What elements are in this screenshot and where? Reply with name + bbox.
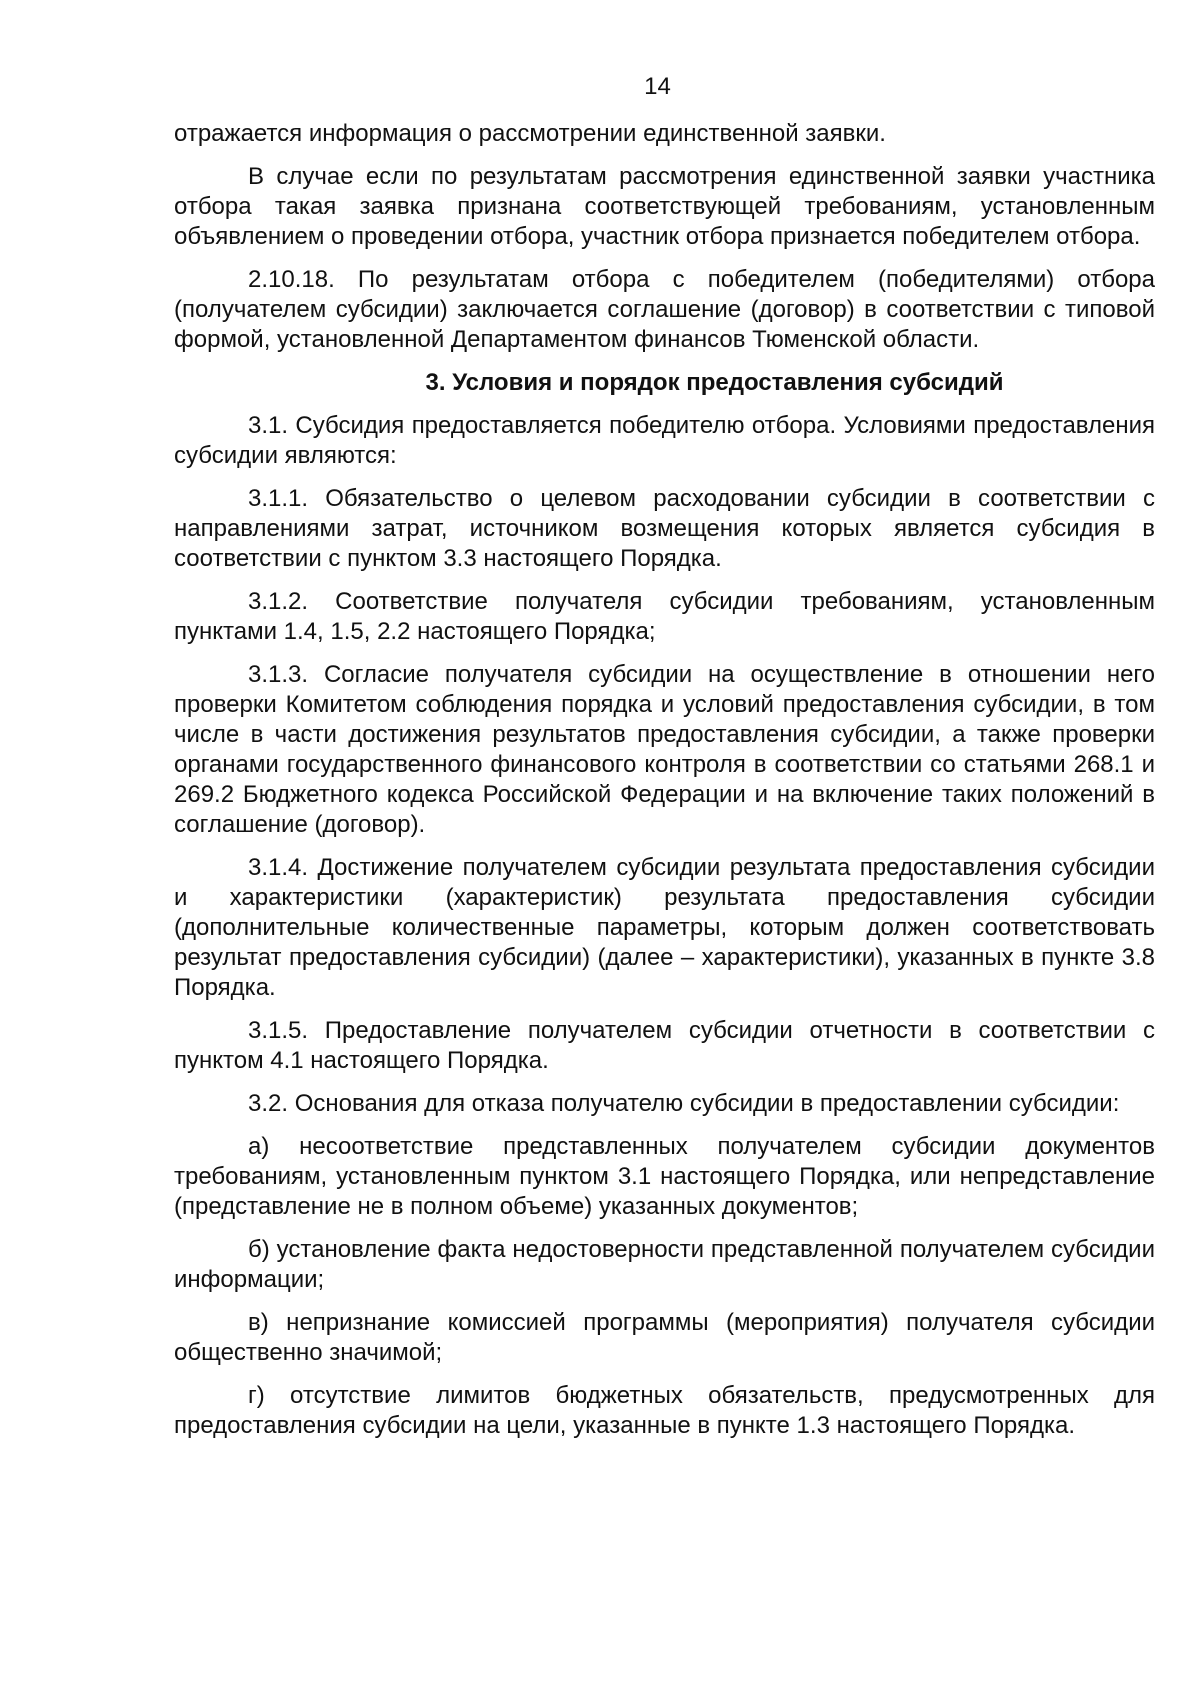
list-item-v: в) непризнание комиссией программы (мероприятия) получателя субсидии общественно значимой; bbox=[174, 1309, 1155, 1366]
paragraph-2-10-18: 2.10.18. По результатам отбора с победителем (победителями) отбора (получателем субсидии) заключается соглашение (договор) в соответствии с типовой формой, установленной Департаментом финансов Тюменской области. bbox=[174, 266, 1155, 353]
paragraph-3-1-3: 3.1.3. Согласие получателя субсидии на осуществление в отношении него проверки Комитетом соблюдения порядка и условий предоставления субсидии, в том числе в части достижения результатов предоставления субсидии, а также проверки органами государственного финансового контроля в соответствии со статьями 268.1 и 269.2 Бюджетного кодекса Российской Федерации и на включение таких положений в соглашение (договор). bbox=[174, 661, 1155, 838]
page-number: 14 bbox=[644, 73, 671, 100]
paragraph-3-1-4: 3.1.4. Достижение получателем субсидии результата предоставления субсидии и характеристики (характеристик) результата предоставления субсидии (дополнительные количественные параметры, которым должен соответствовать результат предоставления субсидии) (далее – характеристики), указанных в пункте 3.8 Порядка. bbox=[174, 854, 1155, 1001]
paragraph-3-1: 3.1. Субсидия предоставляется победителю отбора. Условиями предоставления субсидии являются: bbox=[174, 412, 1155, 469]
paragraph-continuation: отражается информация о рассмотрении единственной заявки. bbox=[174, 120, 886, 147]
list-item-a: а) несоответствие представленных получателем субсидии документов требованиям, установленным пунктом 3.1 настоящего Порядка, или непредставление (представление не в полном объеме) указанных документов; bbox=[174, 1133, 1155, 1220]
paragraph-3-2: 3.2. Основания для отказа получателю субсидии в предоставлении субсидии: bbox=[248, 1090, 1120, 1117]
paragraph-3-1-2: 3.1.2. Соответствие получателя субсидии требованиям, установленным пунктами 1.4, 1.5, 2.2 настоящего Порядка; bbox=[174, 588, 1155, 645]
section-heading-3: 3. Условия и порядок предоставления субсидий bbox=[425, 369, 1004, 396]
document-body bbox=[174, 119, 1155, 1454]
paragraph-3-1-1: 3.1.1. Обязательство о целевом расходовании субсидии в соответствии с направлениями затрат, источником возмещения которых является субсидия в соответствии с пунктом 3.3 настоящего Порядка. bbox=[174, 485, 1155, 572]
list-item-g: г) отсутствие лимитов бюджетных обязательств, предусмотренных для предоставления субсидии на цели, указанные в пункте 1.3 настоящего Порядка. bbox=[174, 1382, 1155, 1439]
list-item-b: б) установление факта недостоверности представленной получателем субсидии информации; bbox=[174, 1236, 1155, 1293]
paragraph-3-1-5: 3.1.5. Предоставление получателем субсидии отчетности в соответствии с пунктом 4.1 настоящего Порядка. bbox=[174, 1017, 1155, 1074]
paragraph-single-application: В случае если по результатам рассмотрения единственной заявки участника отбора такая заявка признана соответствующей требованиям, установленным объявлением о проведении отбора, участник отбора признается победителем отбора. bbox=[174, 163, 1155, 250]
